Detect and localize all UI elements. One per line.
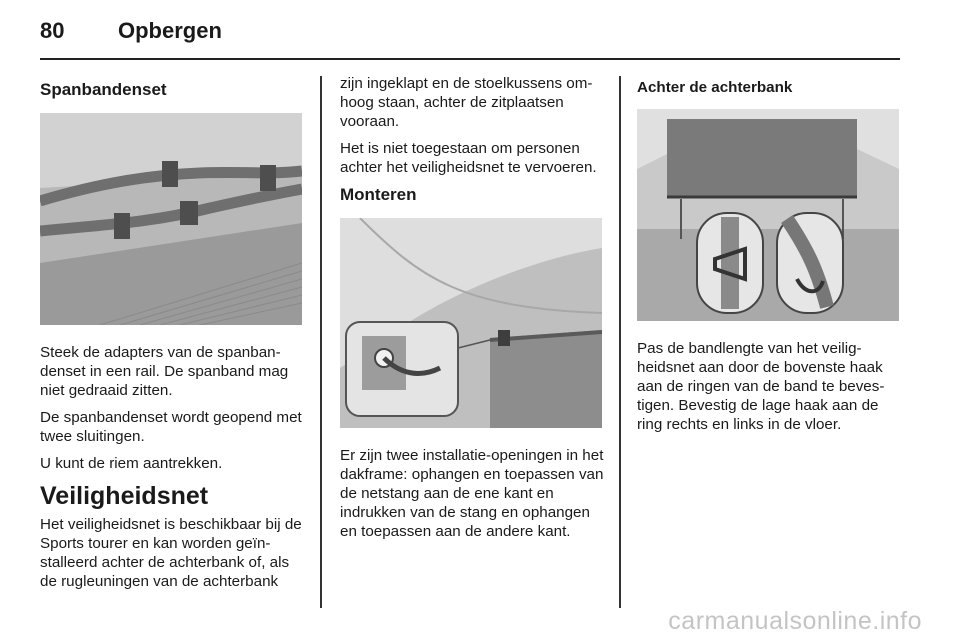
paragraph: De spanbandenset wordt geopend met twee sluitingen.: [40, 409, 302, 445]
paragraph: Het veiligheidsnet is beschikbaar bij de Sports tourer en kan worden geïnstalleerd achter de achterbank of, als de rugleuningen van de achterbank: [40, 516, 302, 590]
column-1: [40, 74, 304, 599]
heading-spanbandenset: Spanbandenset: [40, 80, 167, 99]
paragraph: zijn ingeklapt en de stoelkussens omhoog staan, achter de zitplaatsen vooraan.: [340, 75, 593, 130]
paragraph: Het is niet toegestaan om personen achter het veiligheidsnet te vervoeren.: [340, 140, 597, 176]
column-2: [340, 74, 604, 549]
paragraph: U kunt de riem aantrekken.: [40, 455, 223, 472]
page-number: 80: [40, 18, 65, 43]
tension-strap-illustration: [40, 113, 302, 325]
paragraph: Pas de bandlengte van het veiligheidsnet aan door de bovenste haak aan de ringen van de band te bevestigen. Bevestig de lage haak aan de ring rechts en links in de vloer.: [637, 340, 885, 433]
column-divider-2: [619, 76, 621, 608]
mounting-illustration: [340, 218, 602, 428]
paragraph: Er zijn twee installatie-openingen in het dakframe: ophangen en toepassen van de netstang aan de ene kant en indrukken van de stang en ophangen en toepassen aan de andere kant.: [340, 447, 604, 540]
heading-achter-de-achterbank: Achter de achterbank: [637, 79, 793, 96]
paragraph: Steek de adapters van de spanbandenset in een rail. De spanband mag niet gedraaid zitten.: [40, 344, 289, 399]
header-rule: [40, 58, 900, 60]
column-3: [637, 74, 901, 442]
heading-monteren: Monteren: [340, 185, 417, 204]
watermark: carmanualsonline.info: [668, 607, 922, 635]
page-title: Opbergen: [118, 18, 222, 43]
heading-veiligheidsnet: Veiligheidsnet: [40, 482, 209, 510]
rear-seat-net-illustration: [637, 109, 899, 321]
column-divider-1: [320, 76, 322, 608]
